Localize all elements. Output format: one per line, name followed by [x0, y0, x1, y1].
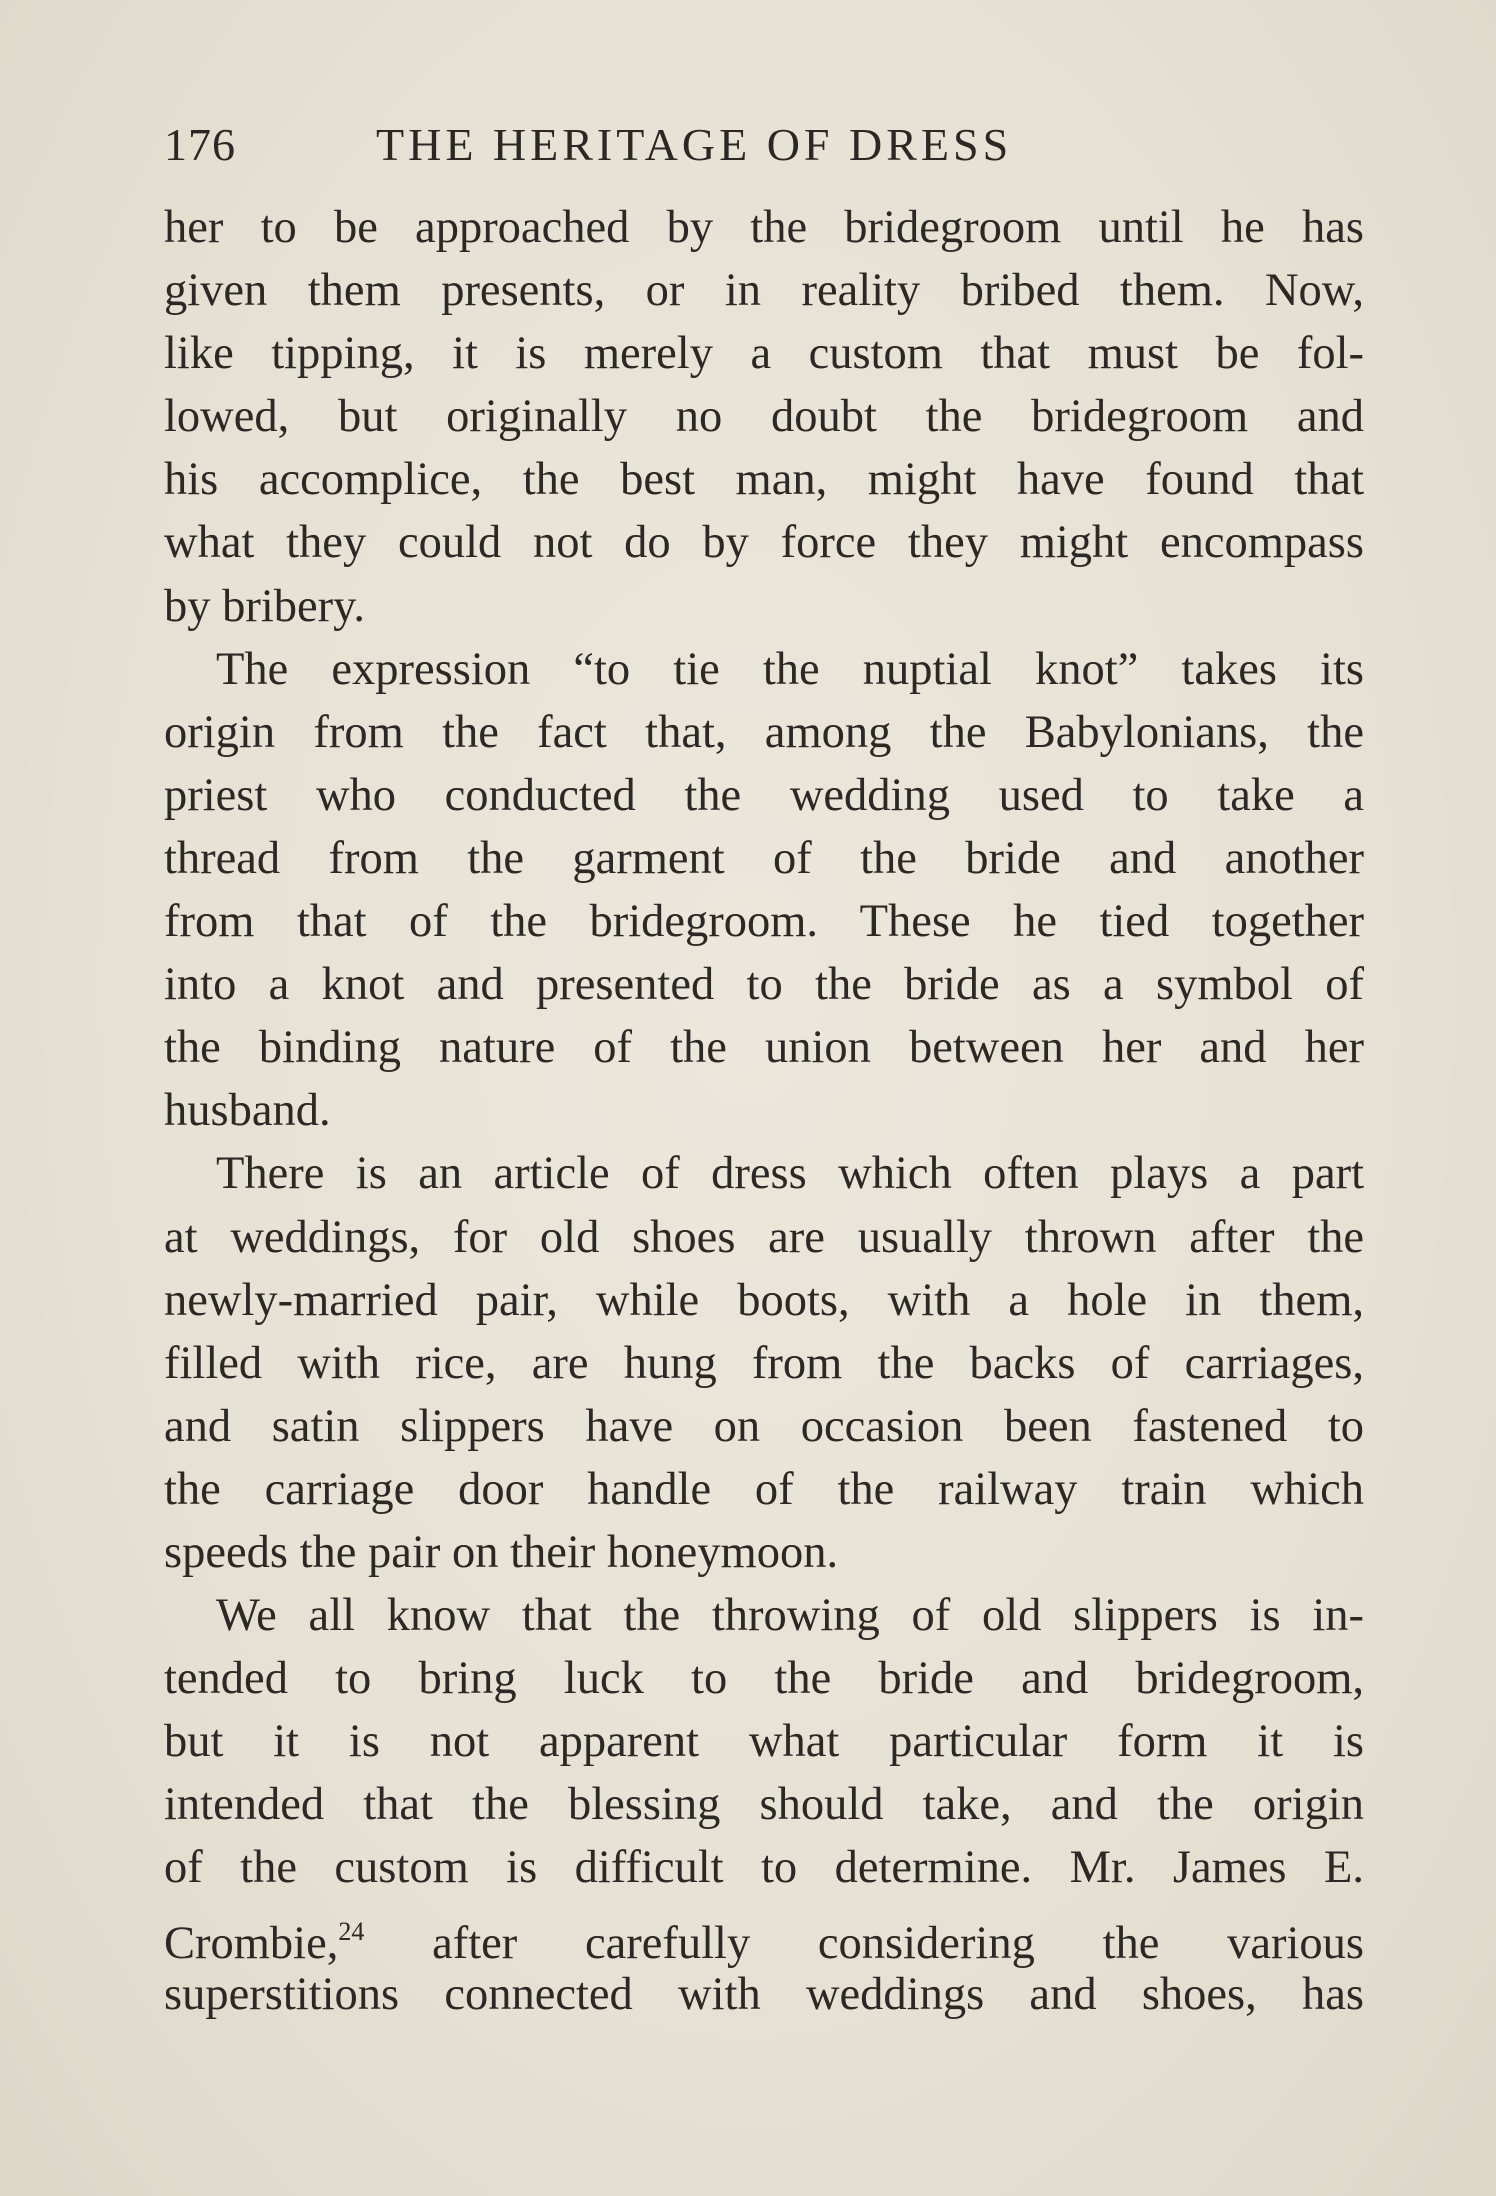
text-line: The expression “to tie the nuptial knot” takes its [216, 643, 1364, 695]
page-header [164, 118, 1364, 178]
text-line: at weddings, for old shoes are usually thrown after the [164, 1211, 1364, 1263]
paragraph [164, 1584, 1364, 2026]
text-line: into a knot and presented to the bride as a symbol of [164, 959, 1364, 1011]
text-line: of the custom is difficult to determine. Mr. James E. [164, 1842, 1364, 1894]
footnote-reference: 24 [338, 1916, 365, 1946]
text-line: the carriage door handle of the railway train which [164, 1463, 1364, 1515]
text-line: his accomplice, the best man, might have found that [164, 454, 1364, 506]
text-line: like tipping, it is merely a custom that must be fol- [164, 328, 1364, 380]
text-line: her to be approached by the bridegroom until he has [164, 202, 1364, 253]
text-line: newly-married pair, while boots, with a hole in them, [164, 1274, 1364, 1326]
text-line: tended to bring luck to the bride and bridegroom, [164, 1653, 1364, 1705]
text-line: origin from the fact that, among the Babylonians, the [164, 706, 1364, 758]
text-line: by bribery. [164, 580, 366, 632]
text-line: but it is not apparent what particular form it is [164, 1716, 1364, 1768]
paragraph [164, 196, 1364, 638]
text-line: There is an article of dress which often plays a part [216, 1148, 1364, 1200]
text-line: priest who conducted the wedding used to take a [164, 769, 1364, 821]
text-line: We all know that the throwing of old slippers is in- [216, 1590, 1364, 1642]
text-line: given them presents, or in reality bribed them. Now, [164, 265, 1364, 317]
text-line: filled with rice, are hung from the backs of carriages, [164, 1337, 1364, 1389]
paragraph [164, 1142, 1364, 1584]
paragraph [164, 638, 1364, 1143]
text-line: speeds the pair on their honeymoon. [164, 1526, 839, 1578]
text-fragment: after carefully considering the various [364, 1917, 1364, 1969]
page-number: 176 [164, 119, 236, 170]
text-line: intended that the blessing should take, and the origin [164, 1779, 1364, 1831]
text-line: what they could not do by force they might encompass [164, 517, 1364, 569]
text-line: superstitions connected with weddings and shoes, has [164, 1968, 1364, 2020]
text-line: from that of the bridegroom. These he tied together [164, 896, 1364, 948]
text-line: husband. [164, 1085, 331, 1137]
body-text [164, 196, 1364, 2026]
text-line: the binding nature of the union between her and her [164, 1022, 1364, 1074]
running-head: THE HERITAGE OF DRESS [376, 119, 1013, 170]
text-line: and satin slippers have on occasion been fastened to [164, 1400, 1364, 1452]
text-line: lowed, but originally no doubt the bridegroom and [164, 391, 1364, 443]
text-line: thread from the garment of the bride and another [164, 832, 1364, 884]
text-line-with-footnote [164, 1900, 1364, 1969]
text-fragment: Crombie, [164, 1917, 339, 1969]
